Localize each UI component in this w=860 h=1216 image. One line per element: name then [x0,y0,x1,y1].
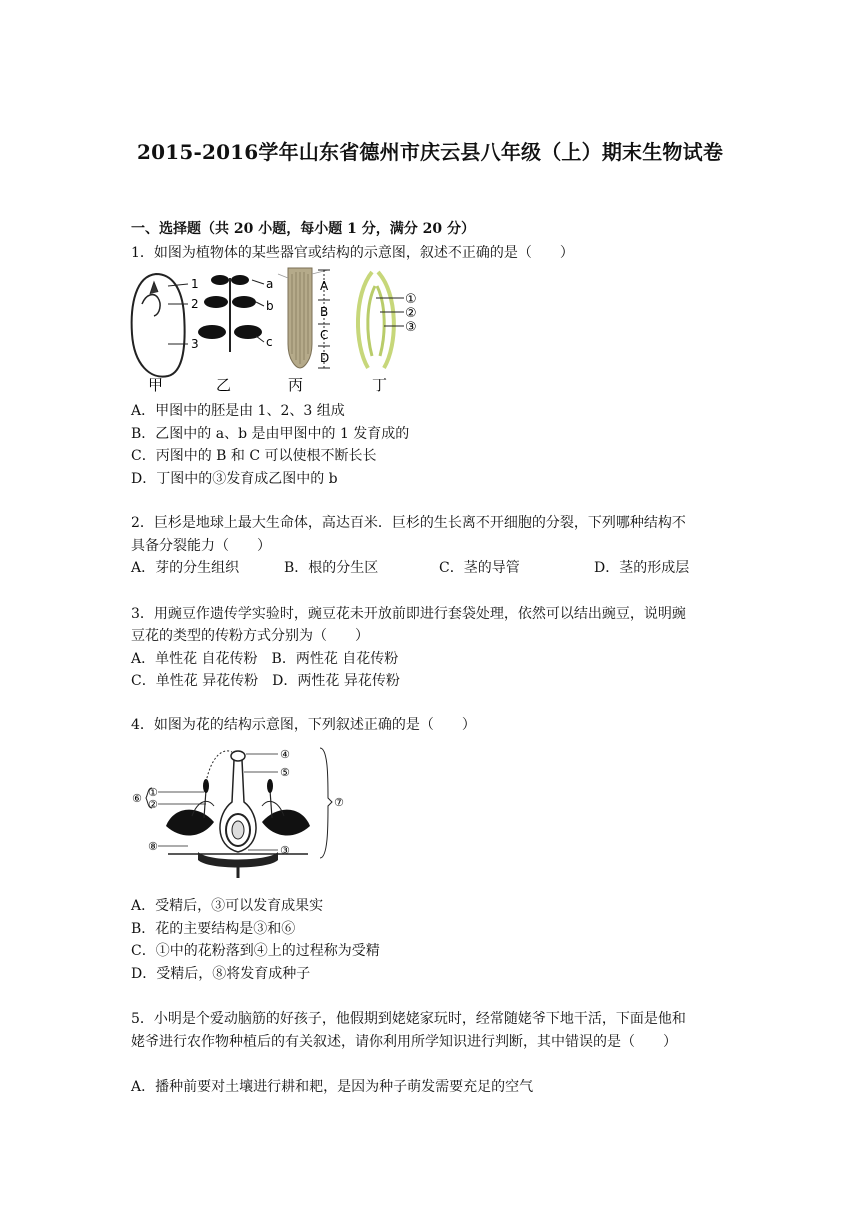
q2-stem-line1: 2．巨杉是地球上最大生命体，高达百米．巨杉的生长离不开细胞的分裂，下列哪种结构不 [131,515,686,531]
q1-option-d: D．丁图中的③发育成乙图中的 b [131,471,338,487]
seedling-label-c: c [266,335,273,349]
bud-label-3: ③ [405,320,417,335]
q1-option-a: A．甲图中的胚是由 1、2、3 组成 [131,403,345,419]
q4-option-d: D．受精后，⑧将发育成种子 [131,966,311,982]
seed-label-2: 2 [191,297,199,311]
q4-option-b: B．花的主要结构是③和⑥ [131,921,296,937]
q5-stem-line2: 姥爷进行农作物种植后的有关叙述，请你利用所学知识进行判断，其中错误的是（ ） [131,1034,677,1050]
q4-flower-figure [128,742,348,882]
flower-label-7: ⑦ [334,796,344,809]
q3-stem-line1: 3．用豌豆作遗传学实验时，豌豆花未开放前即进行套袋处理，依然可以结出豌豆，说明豌 [131,606,686,622]
q2-option-a: A．芽的分生组织 [131,560,240,576]
q3-options-cd: C．单性花 异花传粉 D．两性花 异花传粉 [131,673,400,689]
bud-diagram [358,272,417,368]
q5-option-a: A．播种前要对土壤进行耕和耙，是因为种子萌发需要充足的空气 [131,1079,534,1095]
seed-diagram [132,274,199,377]
q2-option-b: B．根的分生区 [284,560,379,576]
q5-stem-line1: 5．小明是个爱动脑筋的好孩子，他假期到姥姥家玩时，经常随姥爷下地干活，下面是他和 [131,1011,686,1027]
seedling-label-b: b [266,299,274,313]
flower-label-1: ① [148,786,158,799]
seedling-label-a: a [266,277,274,291]
q3-options-ab: A．单性花 自花传粉 B．两性花 自花传粉 [131,651,399,667]
root-zone-A: A [320,279,329,293]
root-zone-D: D [320,351,330,365]
fig-caption-jia: 甲 [148,376,164,394]
flower-label-6: ⑥ [132,792,142,805]
page-title: 2015-2016学年山东省德州市庆云县八年级（上）期末生物试卷 [136,140,724,164]
bud-label-1: ① [405,292,417,307]
q1-stem: 1．如图为植物体的某些器官或结构的示意图，叙述不正确的是（ ） [131,245,574,261]
q4-option-c: C．①中的花粉落到④上的过程称为受精 [131,943,380,959]
q1-option-c: C．丙图中的 B 和 C 可以使根不断长长 [131,448,377,464]
q4-stem: 4．如图为花的结构示意图，下列叙述正确的是（ ） [131,717,476,733]
q2-option-d: D．茎的形成层 [594,560,690,576]
q1-option-b: B．乙图中的 a、b 是由甲图中的 1 发育成的 [131,426,410,442]
flower-label-4: ④ [280,748,290,761]
root-zone-C: C [320,328,329,342]
q3-stem-line2: 豆花的类型的传粉方式分别为（ ） [131,628,369,644]
fig-caption-ding: 丁 [372,376,388,394]
seedling-diagram [198,275,274,352]
q2-option-c: C．茎的导管 [439,560,520,576]
root-tip-diagram [278,268,330,368]
bud-label-2: ② [405,306,417,321]
fig-caption-bing: 丙 [288,376,304,394]
seed-label-1: 1 [191,277,199,291]
fig-caption-yi: 乙 [216,376,232,394]
q4-option-a: A．受精后，③可以发育成果实 [131,898,324,914]
flower-label-5: ⑤ [280,766,290,779]
section-heading: 一、选择题（共 20 小题，每小题 1 分，满分 20 分） [131,221,475,237]
q2-stem-line2: 具备分裂能力（ ） [131,538,271,554]
seed-label-3: 3 [191,337,199,351]
root-zone-B: B [320,305,329,319]
flower-label-8: ⑧ [148,840,158,853]
q1-figure [128,264,428,396]
flower-label-3: ③ [280,844,290,857]
flower-label-2: ② [148,798,158,811]
